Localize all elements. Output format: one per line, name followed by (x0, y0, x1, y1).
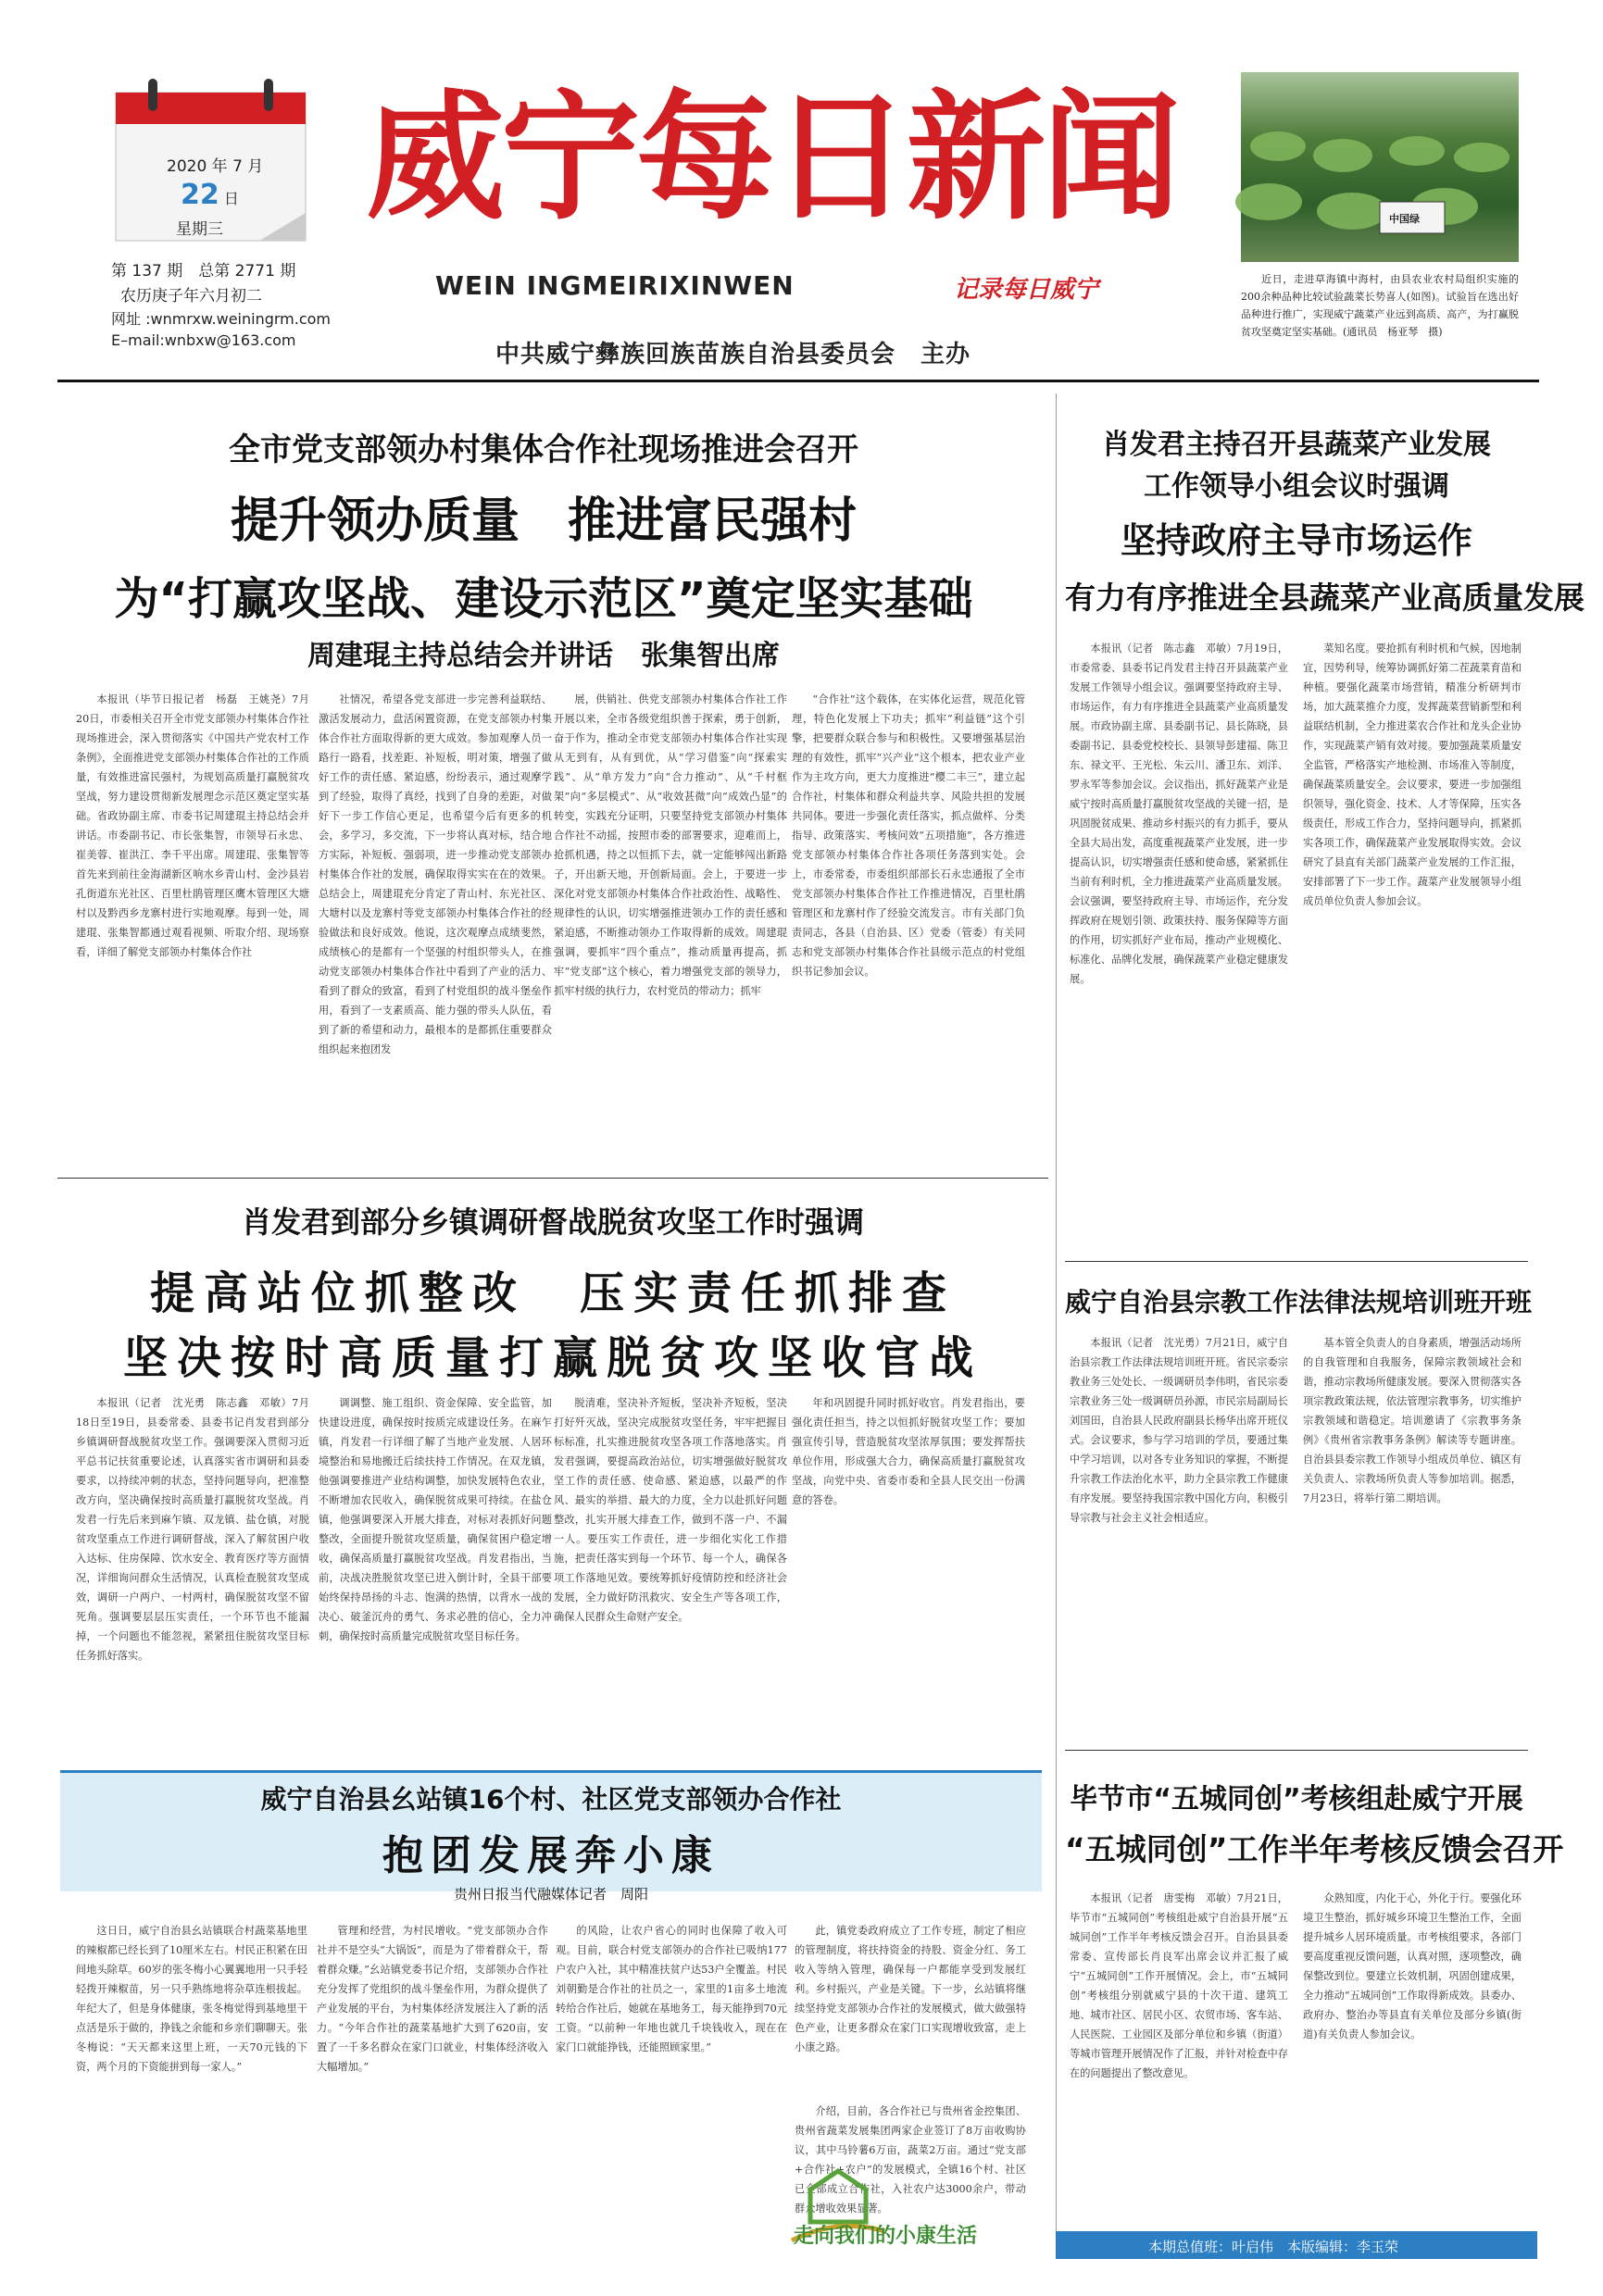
story3-col3: 的风险，让农户省心的同时也保障了收入可观。目前，联合村党支部领办的合作社已吸纳177户农户入社，其中精准扶贫户达53户全覆盖。村民刘朝勤是合作社的社员之一，家里的1亩多土地流转给合作社后，她就在基地务工，每天能挣到70元工资。“以前种一年地也就几千块钱收入，现在在家门口就能挣钱，还能照顾家里。” (556, 1925, 787, 2053)
xiaokang-logo (783, 2166, 1037, 2259)
sponsor-line: 中共威宁彝族回族苗族自治县委员会 主办 (495, 341, 971, 368)
divider-1 (57, 1178, 1048, 1179)
story3-col5: 介绍，目前，各合作社已与贵州省金控集团、贵州省蔬菜发展集团两家企业签订了8万亩收购协议，其中马铃薯6万亩，蔬菜2万亩。通过“党支部+合作社+农户”的发展模式，全镇16个村、社区已全部成立合作社，入社农户达3000余户，带动群众增收效果显著。 (795, 2105, 1026, 2215)
story4-col1: 本报讯（记者 陈志鑫 邓敏）7月19日，市委常委、县委书记肖发君主持召开县蔬菜产业发展工作领导小组会议。强调要坚持政府主导、市场运作，有力有序推进全县蔬菜产业高质量发展。市政协副主席、县委副书记、县长陈晓，县委副书记、县委党校校长、县领导彭建福、陈卫东、禄文平、王光松、朱云川、潘卫东、刘洋、罗永军等参加会议。会议指出，抓好蔬菜产业是威宁按时高质量打赢脱贫攻坚战的关键一招，是巩固脱贫成果、推动乡村振兴的有力抓手，要从全县大局出发，高度重视蔬菜产业发展，进一步提高认识，切实增强责任感和使命感，紧紧抓住当前有利时机，全力推进蔬菜产业高质量发展。会议强调，要坚持政府主导、市场运作，充分发挥政府在规划引领、政策扶持、服务保障等方面的作用，切实抓好产业布局，推动产业规模化、标准化、品牌化发展，确保蔬菜产业稳定健康发展。 (1070, 643, 1288, 985)
story5-col2: 基本管全负责人的自身素质，增强活动场所的自我管理和自我服务，保障宗教领域社会和谐，推动宗教场所健康发展。要深入贯彻落实各项宗教政策法规，依法管理宗教事务，切实维护宗教领域和谐稳定。培训邀请了《宗教事务条例》《贵州省宗教事务条例》解读等专题讲座。自治县县委宗教工作领导小组成员单位、镇区有关负责人、宗教场所负责人等参加培训。据悉，7月23日，将举行第二期培训。 (1303, 1337, 1522, 1504)
issue-date: 2020 年 7 月 (167, 157, 264, 176)
story3-col2: 管理和经营，为村民增收。“党支部领办合作社并不是空头“大锅饭”，而是为了带着群众干，帮着群众赚。”幺站镇党委书记介绍，支部领办合作社充分发挥了党组织的战斗堡垒作用，为群众提供了产业发展的平台，为村集体经济发展注入了新的活力。“今年合作社的蔬菜基地扩大到了620亩，安置了一千多名群众在家门口就业，村集体经济收入大幅增加。” (317, 1925, 548, 2073)
newspaper-title: 威宁每日新闻 (366, 76, 1178, 239)
story2-col2: 调调整、施工组织、资金保障、安全监管，加快建设进度，确保按时按质完成建设任务。在麻乍镇，肖发君一行详细了解了当地产业发展、人居环境整治和易地搬迁后续扶持工作情况。在双龙镇，他强调要推进产业结构调整，加快发展特色农业，不断增加农民收入，确保脱贫成果可持续。在盐仓镇，他强调要深入开展大排查，对标对表抓好问题整改，全面提升脱贫攻坚质量，确保贫困户稳定增收，确保高质量打赢脱贫攻坚战。肖发君指出，当前，决战决胜脱贫攻坚已进入倒计时，全县干部要始终保持昂扬的斗志、饱满的热情，以背水一战的决心、破釜沉舟的勇气、务求必胜的信心，全力冲刺，确保按时高质量完成脱贫攻坚目标任务。 (319, 1397, 552, 1642)
story2-col4: 年和巩固提升同时抓好收官。肖发君指出，要强化责任担当，持之以恒抓好脱贫攻坚工作；要加强宣传引导，营造脱贫攻坚浓厚氛围；要发挥帮扶单位作用，形成强大合力，确保高质量打赢脱贫攻坚战，向党中央、省委市委和全县人民交出一份满意的答卷。 (792, 1397, 1025, 1506)
story2-col3: 脱清难，坚决补齐短板，坚决补齐短板，坚决打好歼灭战，坚决完成脱贫攻坚任务，牢牢把握目标标准，扎实推进脱贫攻坚各项工作落地落实。肖发君强调，要提高政治站位，切实增强做好脱贫攻坚工作的责任感、使命感、紧迫感，以最严的作风、最实的举措、最大的力度，全力以赴抓好问题整改，扎实开展大排查工作，做到不落一户、不漏一人。要压实工作责任，进一步细化实化工作措施，把责任落实到每一个环节、每一个人，确保各项工作落地见效。要统筹抓好疫情防控和经济社会发展，全力做好防汛救灾、安全生产等各项工作，确保人民群众生命财产安全。 (554, 1397, 787, 1623)
story3-col1: 这日日，威宁自治县幺站镇联合村蔬菜基地里的辣椒都已经长到了10厘米左右。村民正积紧在田间地头除草。60岁的张冬梅小心翼翼地用一只手轻轻拨开辣椒苗，另一只手熟练地将杂草连根拔起。年纪大了，但是身体健康，张冬梅觉得到基地里干点活是乐于做的，挣钱之余能和乡亲们聊聊天。张冬梅说：“天天都来这里上班，一天70元钱的下资，两个月的下资能拼到每一家人。” (76, 1925, 307, 2073)
story1-col4: “合作社”这个载体，在实体化运营，规范化管理，特色化发展上下功夫；抓牢“利益链”这个引擎，把要群众联合参与和积极性。又要增强基层治理的有效性，抓牢“兴产业”这个根本，把农业产业作为主攻方向，更大力度推进“樱二丰三”，建立起合作社，村集体和群众利益共享、风险共担的发展共同体。要进一步强化责任落实，抓点做样、分类指导、政策落实、考核问效“五项措施”，各方推进党支部领办村集体合作社各项任务落到实处。会上，市委常委，市委组织部部长石永忠通报了全市党支部领办村集体合作社工作推进情况，百里杜鹃管理区和龙寨村作了经验交流发言。市有关部门负责同志，各县（自治县、区）党委（管委）有关同志和党支部领办村集体合作社县级示范点的村党组织书记参加会议。 (792, 693, 1025, 978)
story4-headline: 坚持政府主导市场运作 (1120, 520, 1472, 561)
story4-kicker-2: 工作领导小组会议时强调 (1144, 470, 1449, 503)
story1-subhead: 周建琨主持总结会并讲话 张集智出席 (307, 640, 780, 672)
story3-byline: 贵州日报当代融媒体记者 周阳 (453, 1886, 648, 1903)
photo-caption: 近日，走进草海镇中海村，由县农业农村局组织实施的200余种品种比较试验蔬菜长势喜人(如图)。试验旨在选出好品种进行推广，实现威宁蔬菜产业远到高质、高产，为打赢脱贫攻坚奠定坚实基础。(通讯员 杨亚琴 摄) (1241, 273, 1519, 338)
story5-headline: 威宁自治县宗教工作法律法规培训班开班 (1065, 1287, 1533, 1317)
story1-headline-2: 为“打赢攻坚战、建设示范区”奠定坚实基础 (114, 573, 973, 625)
issue-number: 第 137 期 总第 2771 期 (111, 262, 296, 281)
lunar-date: 农历庚子年六月初二 (120, 287, 262, 306)
story1-col1: 本报讯（毕节日报记者 杨磊 王姚尧）7月20日，市委相关召开全市党支部领办村集体合作社现场推进会，深入贯彻落实《中国共产党农村工作条例》，全面推进党支部领办村集体合作社的工作质量，有效推进富民强村，为规划高质量打赢脱贫攻坚战，努力建设贯彻新发展理念示范区奠定坚实基础。省政协副主席、市委书记周建琨主持总结会并讲话。市委副书记、市长张集智，市领导石永忠、崔美蓉、崔洪江、李千平出席。周建琨、张集智等首先来到前往金海湖新区响水乡青山村、金沙县岩孔街道东光社区、百里杜鹃管理区鹰木管理区大塘村以及黔西乡龙寨村进行实地观摩。每到一处，周建琨、张集智都通过观看视频、听取介绍、现场察看，详细了解党支部领办村集体合作社 (76, 693, 309, 958)
issue-day (181, 179, 239, 211)
divider-2 (1065, 1261, 1528, 1262)
story3-col4: 此，镇党委政府成立了工作专班，制定了相应的管理制度，将扶持资金的持股、资金分红、务工收入等纳入管理，确保每一户都能享受到发展红利。乡村振兴，产业是关键。下一步，幺站镇将继续坚持党支部领办合作社的发展模式，做大做强特色产业，让更多群众在家门口实现增收致富，走上小康之路。 (795, 1925, 1026, 2053)
story1-headline: 提升领办质量 推进富民强村 (230, 493, 857, 549)
story1-kicker: 全市党支部领办村集体合作社现场推进会召开 (229, 431, 858, 468)
story4-headline-2: 有力有序推进全县蔬菜产业高质量发展 (1065, 580, 1584, 616)
masthead-divider (57, 380, 1539, 382)
story2-headline: 提高站位抓整改 压实责任抓排查 (149, 1267, 956, 1319)
story1-col3: 展，供销社、供党支部领办村集体合作社工作开展以来，全市各级党组织善于探索，勇于创新，奋于作为，推动全市党支部领办村集体合作社实现从无到有，从有到优，从“学习借鉴”向“探索实践”、从“单方发力”向“合力推动”、从“千村框架”向“多层模式”、从“收效甚微”向“成效凸显”的转变，实践充分证明，只要坚持党支部领办村集体合作社不动摇，按照市委的部署要求，迎难而上，抢抓机遇，持之以恒抓下去，就一定能够闯出新路子，开出新天地，开创新局面。会上，于要进一步深化对党支部领办村集体合作社政治性、战略性、规律性的认识，切实增强推进领办工作的责任感和紧迫感，不断推动领办工作取得新的成效。周建琨强调，要抓牢“四个重点”，推动质量再提高，抓牢“党支部”这个核心，着力增强党支部的领导力，抓牢村级的执行力，农村党员的带动力；抓牢 (554, 693, 787, 997)
email: E–mail:wnbxw@163.com (111, 331, 296, 349)
editor-credits: 本期总值班：叶启伟 本版编辑：李玉荣 (1148, 2239, 1399, 2255)
story6-headline: 毕节市“五城同创”考核组赴威宁开展 (1070, 1783, 1523, 1816)
story1-col2: 社情况，希望各党支部进一步完善利益联结、激活发展动力，盘活闲置资源，在党支部领办村集体合作社方面取得新的更大成效。参加观摩人员一路行一路看，找差距、补短板，明对策，增强了做好工作的责任感、紧迫感，纷纷表示，通过观摩学到了经验，取得了真经，找到了自身的差距，对做好下一步工作信心更足，也希望今后有更多的机会，多学习，多交流，下一步将认真对标，结合地方实际，补短板、强弱项，进一步推动党支部领办村集体合作社的发展，确保取得实实在在的效果。总结会上，周建琨充分肯定了青山村、东光社区、大塘村以及龙寨村等党支部领办村集体合作社的经验做法和良好成效。他说，这次观摩点成绩斐然，成绩核心的是都有一个坚强的村组织带头人，在推动党支部领办村集体合作社中看到了产业的活力、看到了群众的致富，看到了村党组织的战斗堡垒作用，看到了一支素质高、能力强的带头人队伍，看到了新的希望和动力，最根本的是都抓住重要群众组织起来抱团发 (319, 693, 552, 1055)
column-divider (1056, 393, 1057, 2254)
story4-kicker: 肖发君主持召开县蔬菜产业发展 (1102, 429, 1491, 461)
story5-col1: 本报讯（记者 沈光勇）7月21日，威宁自治县宗教工作法律法规培训班开班。省民宗委宗教业务三处处长、一级调研员李伟明，省民宗委宗教业务三处一级调研员孙源，市民宗局副局长刘国田，自治县人民政府副县长杨华出席开班仪式。会议要求，参与学习培训的学员，要通过集中学习培训，以对各专业务知识的掌握，不断提升宗教工作法治化水平，助力全县宗教工作健康有序发展。要坚持我国宗教中国化方向，积极引导宗教与社会主义社会相适应。 (1070, 1337, 1288, 1524)
story2-headline-2: 坚决按时高质量打赢脱贫攻坚收官战 (122, 1332, 983, 1384)
photo-sign: 中国绿 (1389, 213, 1420, 225)
slogan: 记录每日威宁 (954, 276, 1099, 304)
story6-headline-2: “五城同创”工作半年考核反馈会召开 (1065, 1831, 1564, 1867)
divider-3 (1065, 1750, 1528, 1751)
story6-col2: 众熟知度，内化于心，外化于行。要强化环境卫生整治，抓好城乡环境卫生整治工作，全面提升城乡人居环境质量。市考核组要求，各部门要高度重视反馈问题，认真对照，逐项整改，确保整改到位。要建立长效机制，巩固创建成果，全力推动“五城同创”工作取得新成效。县委办、政府办、整治办等县直有关单位及部分乡镇(街道)有关负责人参加会议。 (1303, 1892, 1522, 2040)
xiaokang-logo-text: 走向我们的小康生活 (794, 2225, 978, 2248)
story3-headline: 抱团发展奔小康 (382, 1832, 720, 1879)
website: 网址 :wnmrxw.weiningrm.com (111, 310, 332, 328)
story3-kicker: 威宁自治县幺站镇16个村、社区党支部领办合作社 (260, 1784, 842, 1815)
issue-day-unit: 日 (223, 190, 239, 207)
cover-photo (1241, 72, 1519, 262)
newspaper-pinyin: WEIN INGMEIRIXINWEN (435, 270, 795, 301)
weekday: 星期三 (176, 220, 223, 239)
story6-col1: 本报讯（记者 唐雯梅 邓敏）7月21日，毕节市“五城同创”考核组赴威宁自治县开展“五城同创”工作半年考核反馈会召开。自治县县委常委、宣传部长肖良军出席会议并汇报了威宁“五城同创”工作开展情况。会上，市“五城同创”考核组分别就威宁县的十次干道、建筑工地、城市社区、居民小区、农贸市场、客车站、人民医院、工业园区及部分单位和乡镇（街道）等城市管理开展情况作了汇报，并针对检查中存在的问题提出了整改意见。 (1070, 1892, 1288, 2079)
editor-footer (1056, 2231, 1537, 2259)
issue-day-number: 22 (181, 179, 219, 211)
story2-col1: 本报讯（记者 沈光勇 陈志鑫 邓敏）7月18日至19日，县委常委、县委书记肖发君到部分乡镇调研督战脱贫攻坚工作。强调要深入贯彻习近平总书记扶贫重要论述，认真落实省市调研和县委要求，以持续冲刺的状态，坚持问题导向，把准整改方向，坚决确保按时高质量打赢脱贫攻坚战。肖发君一行先后来到麻乍镇、双龙镇、盐仓镇，对脱贫攻坚重点工作进行调研督战，深入了解贫困户收入达标、住房保障、饮水安全、教育医疗等方面情况，详细询问群众生活情况，认真检查脱贫攻坚成效，调研一户两户、一村两村，确保脱贫攻坚不留死角。强调要层层压实责任，一个环节也不能漏掉，一个问题也不能忽视，紧紧扭住脱贫攻坚目标任务抓好落实。 (76, 1397, 309, 1662)
story2-kicker: 肖发君到部分乡镇调研督战脱贫攻坚工作时强调 (241, 1204, 864, 1240)
story4-col2: 菜知名度。要抢抓有利时机和气候，因地制宜，因势利导，统筹协调抓好第二茬蔬菜育苗和种植。要强化蔬菜市场营销，精准分析研判市场，加大蔬菜推介力度，发挥蔬菜营销新型和利益联结机制，全力推进菜农合作社和龙头企业协作，实现蔬菜产销有效对接。要加强蔬菜质量安全监管，严格落实产地检测、市场准入等制度，确保蔬菜质量安全。会议要求，要进一步加强组织领导，强化资金、技术、人才等保障，压实各级责任，形成工作合力，坚持问题导向，抓紧抓实各项工作，确保蔬菜产业发展取得实效。会议研究了县直有关部门蔬菜产业发展的工作汇报，安排部署了下一步工作。蔬菜产业发展领导小组成员单位负责人参加会议。 (1303, 643, 1522, 907)
